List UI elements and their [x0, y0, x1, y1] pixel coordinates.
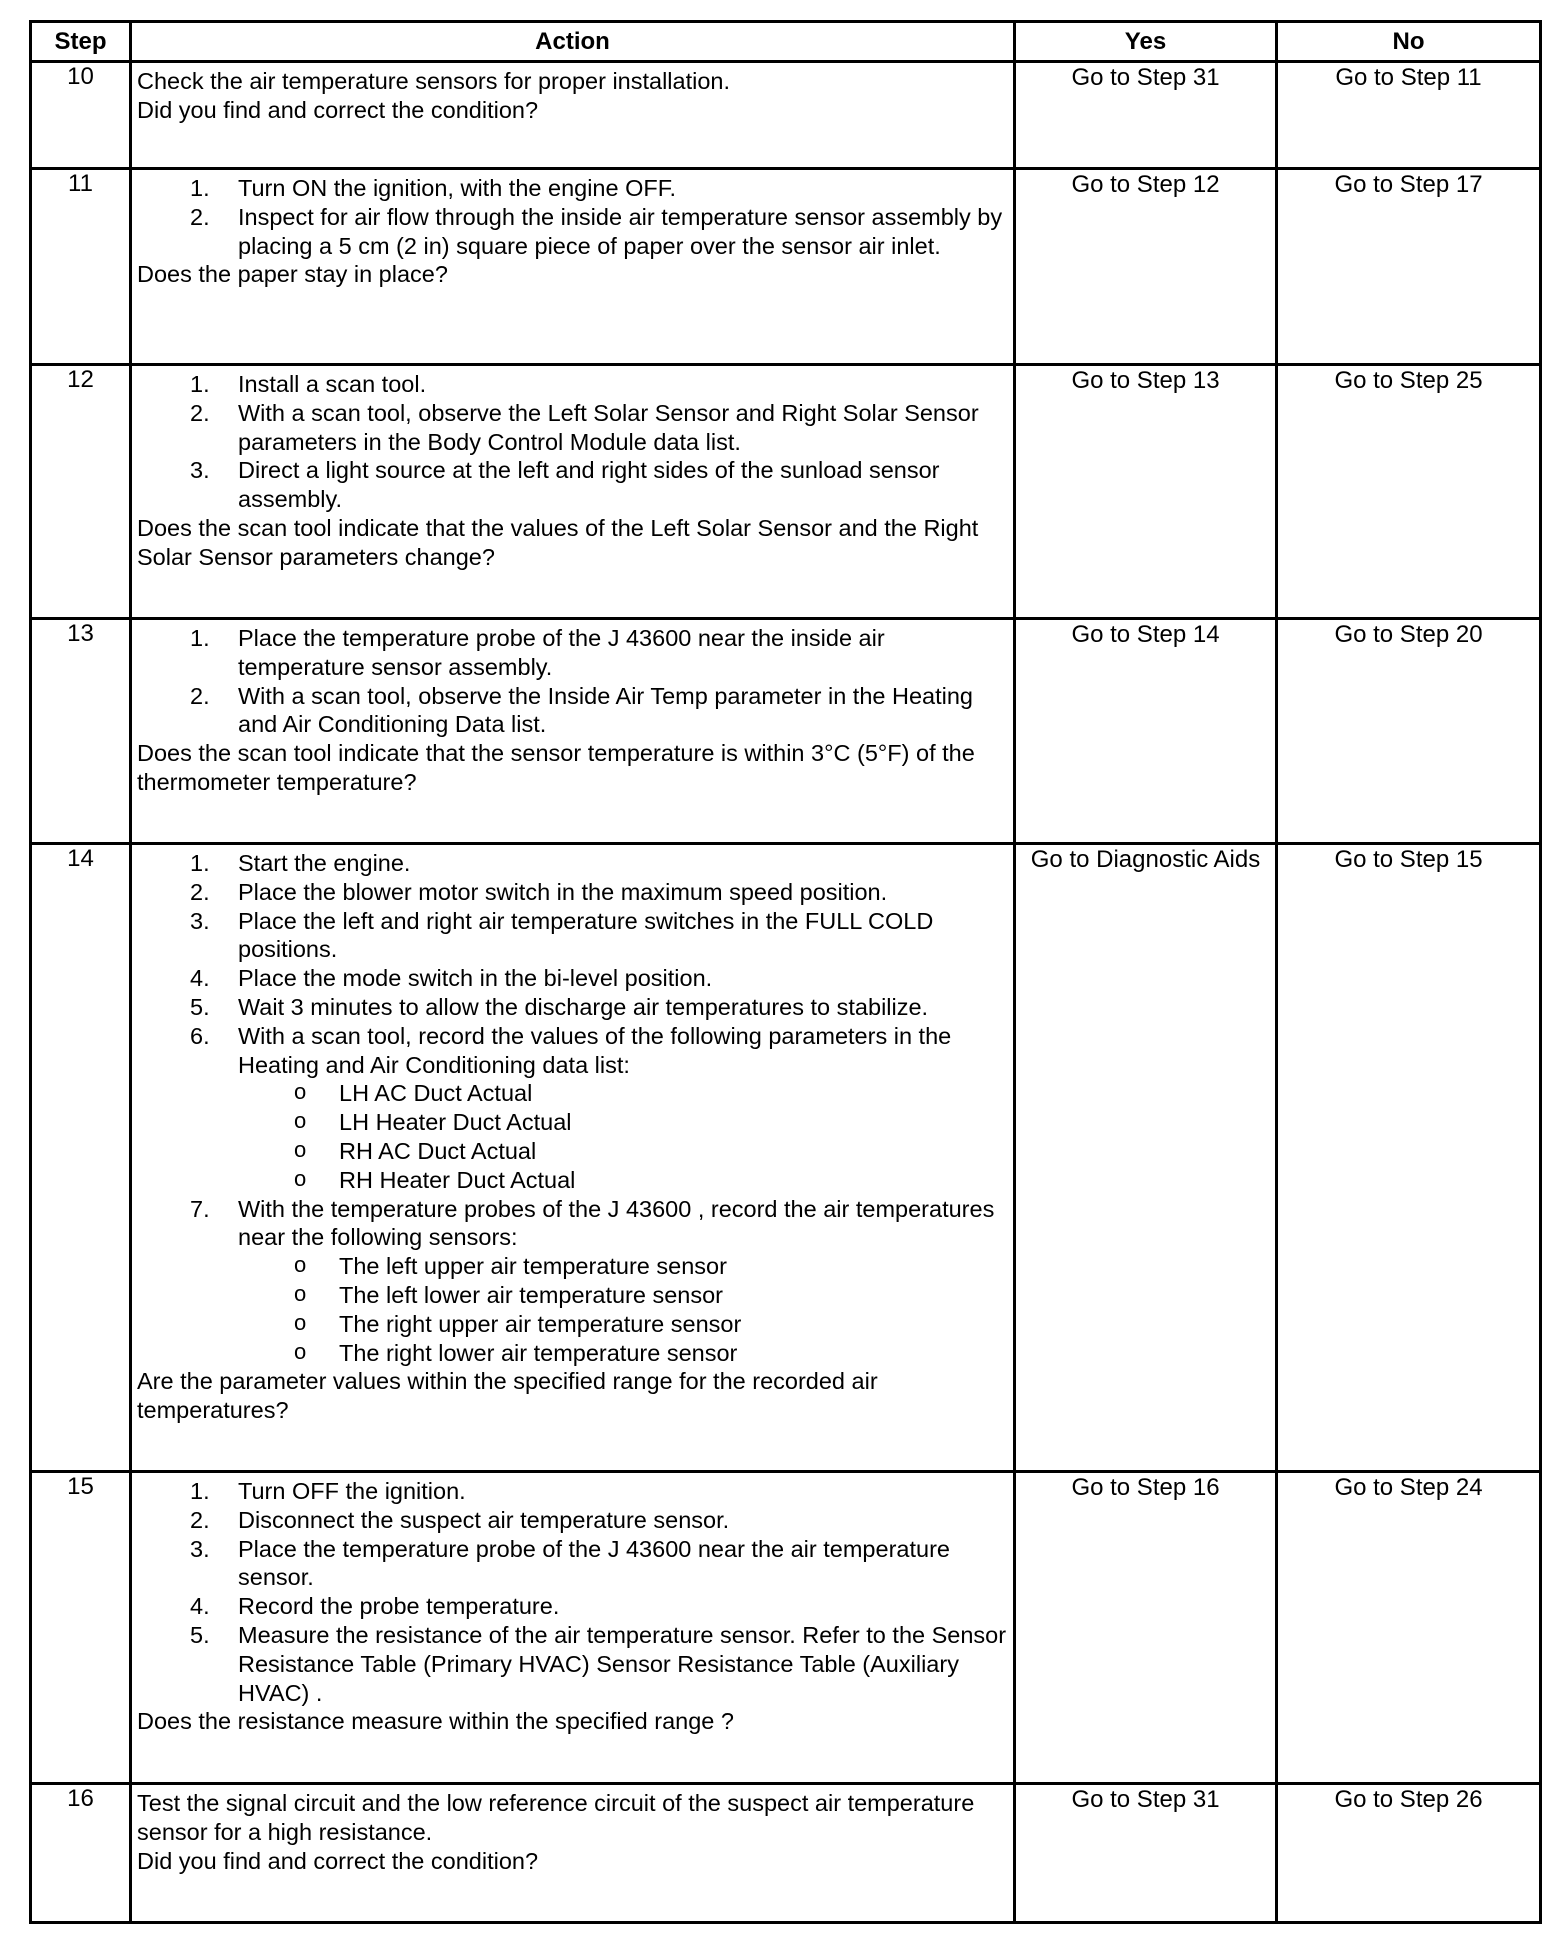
- list-number: 1.: [190, 175, 210, 201]
- sub-item-text: The right lower air temperature sensor: [339, 1339, 738, 1366]
- list-item-text: Start the engine.: [238, 850, 411, 876]
- list-number: 2.: [190, 399, 210, 426]
- list-number: 1.: [190, 625, 210, 651]
- yes-link[interactable]: Go to Step 31: [1015, 62, 1277, 169]
- list-number: 2.: [190, 203, 210, 230]
- list-item: [137, 1477, 1007, 1506]
- bullet-icon: o: [294, 1338, 307, 1364]
- list-item: [137, 1592, 1007, 1621]
- list-number: 2.: [190, 1506, 210, 1533]
- list-number: 2.: [190, 878, 210, 905]
- list-item-text: Inspect for air flow through the inside air temperature sensor assembly by placing a 5 cm (2 in) square piece of paper over the sensor air inlet.: [238, 203, 1003, 259]
- table-row: [31, 844, 1541, 1472]
- question-text: Are the parameter values within the specified range for the recorded air temperatures?: [137, 1368, 878, 1424]
- question-text: Did you find and correct the condition?: [137, 1847, 539, 1874]
- list-item: [137, 456, 1007, 514]
- bullet-icon: o: [294, 1309, 307, 1335]
- action-cell: [131, 1784, 1015, 1923]
- yes-link[interactable]: Go to Step 16: [1015, 1472, 1277, 1784]
- list-number: 2.: [190, 682, 210, 709]
- list-number: 7.: [190, 1195, 210, 1222]
- list-item: [137, 878, 1007, 907]
- list-item: [137, 624, 1007, 682]
- yes-link[interactable]: Go to Step 12: [1015, 169, 1277, 365]
- list-item: [137, 1621, 1007, 1707]
- sub-list-item: [137, 1339, 1007, 1368]
- action-cell: [131, 844, 1015, 1472]
- list-item: [137, 964, 1007, 993]
- list-item: [137, 1535, 1007, 1593]
- sub-list: [238, 1252, 1007, 1367]
- question-text: Does the paper stay in place?: [137, 261, 448, 288]
- list-item: [137, 370, 1007, 399]
- list-item-text: Record the probe temperature.: [238, 1593, 560, 1620]
- action-cell: [131, 365, 1015, 619]
- sub-list-item: [137, 1252, 1007, 1281]
- sub-item-text: RH AC Duct Actual: [339, 1137, 537, 1164]
- no-link[interactable]: Go to Step 20: [1277, 619, 1541, 844]
- sub-item-text: LH Heater Duct Actual: [339, 1109, 572, 1136]
- sub-list-item: [137, 1079, 1007, 1108]
- list-item-text: Turn ON the ignition, with the engine OFF.: [238, 175, 677, 201]
- list-item-text: Turn OFF the ignition.: [238, 1478, 466, 1504]
- sub-item-text: The right upper air temperature sensor: [339, 1310, 742, 1337]
- sub-item-text: RH Heater Duct Actual: [339, 1166, 576, 1193]
- question-text: Does the scan tool indicate that the values of the Left Solar Sensor and the Right Solar Sensor parameters change?: [137, 514, 979, 570]
- step-number: 15: [31, 1472, 131, 1784]
- list-item: [137, 849, 1007, 878]
- list-item: [137, 174, 1007, 203]
- no-link[interactable]: Go to Step 17: [1277, 169, 1541, 365]
- step-number: 16: [31, 1784, 131, 1923]
- step-number: 13: [31, 619, 131, 844]
- list-item: [137, 1022, 1007, 1195]
- list-item-text: With a scan tool, observe the Inside Air Temp parameter in the Heating and Air Conditioning Data list.: [238, 682, 973, 738]
- list-number: 1.: [190, 850, 210, 876]
- bullet-icon: o: [294, 1280, 307, 1306]
- question-text: Does the resistance measure within the specified range ?: [137, 1708, 734, 1735]
- list-item-text: With the temperature probes of the J 43600 , record the air temperatures near the following sensors:: [238, 1195, 995, 1251]
- diagnostic-table: [29, 20, 1542, 1924]
- sub-list: [238, 1079, 1007, 1194]
- list-item-text: Place the temperature probe of the J 43600 near the inside air temperature sensor assembly.: [238, 625, 885, 680]
- action-cell: [131, 62, 1015, 169]
- list-number: 3.: [190, 1535, 210, 1562]
- list-number: 1.: [190, 1478, 210, 1504]
- list-item: [137, 399, 1007, 457]
- procedure-list: [137, 849, 1007, 1367]
- bullet-icon: o: [294, 1136, 307, 1162]
- table-row: [31, 169, 1541, 365]
- list-number: 6.: [190, 1022, 210, 1049]
- no-link[interactable]: Go to Step 25: [1277, 365, 1541, 619]
- list-item-text: Measure the resistance of the air temperature sensor. Refer to the Sensor Resistance Table (Primary HVAC) Sensor Resistance Table (Auxiliary HVAC) .: [238, 1621, 1007, 1706]
- list-number: 1.: [190, 371, 210, 397]
- yes-link[interactable]: Go to Diagnostic Aids: [1015, 844, 1277, 1472]
- table-row: [31, 1472, 1541, 1784]
- yes-link[interactable]: Go to Step 13: [1015, 365, 1277, 619]
- step-number: 12: [31, 365, 131, 619]
- list-item: [137, 682, 1007, 740]
- header-yes: Yes: [1015, 22, 1277, 62]
- bullet-icon: o: [294, 1252, 307, 1278]
- no-link[interactable]: Go to Step 26: [1277, 1784, 1541, 1923]
- action-cell: [131, 169, 1015, 365]
- header-step: Step: [31, 22, 131, 62]
- list-item: [137, 1195, 1007, 1368]
- table-row: [31, 619, 1541, 844]
- action-cell: [131, 619, 1015, 844]
- bullet-icon: o: [294, 1079, 307, 1105]
- sub-item-text: The left lower air temperature sensor: [339, 1281, 723, 1308]
- list-number: 3.: [190, 457, 210, 484]
- bullet-icon: o: [294, 1108, 307, 1134]
- step-number: 11: [31, 169, 131, 365]
- list-item-text: Place the mode switch in the bi-level position.: [238, 965, 713, 992]
- sub-item-text: The left upper air temperature sensor: [339, 1253, 727, 1280]
- list-item: [137, 907, 1007, 965]
- sub-list-item: [137, 1137, 1007, 1166]
- bullet-icon: o: [294, 1165, 307, 1191]
- list-number: 4.: [190, 965, 210, 992]
- step-number: 10: [31, 62, 131, 169]
- list-item-text: Direct a light source at the left and right sides of the sunload sensor assembly.: [238, 457, 940, 513]
- sub-list-item: [137, 1310, 1007, 1339]
- procedure-list: [137, 1477, 1007, 1707]
- step-number: 14: [31, 844, 131, 1472]
- action-text: Check the air temperature sensors for proper installation.: [137, 68, 731, 94]
- list-number: 5.: [190, 1621, 210, 1648]
- sub-list-item: [137, 1108, 1007, 1137]
- sub-list-item: [137, 1281, 1007, 1310]
- list-number: 5.: [190, 993, 210, 1020]
- procedure-list: [137, 174, 1007, 260]
- table-row: [31, 62, 1541, 169]
- action-cell: [131, 1472, 1015, 1784]
- question-text: Does the scan tool indicate that the sensor temperature is within 3°C (5°F) of the thermometer temperature?: [137, 740, 975, 795]
- header-row: [31, 22, 1541, 62]
- action-text: Test the signal circuit and the low reference circuit of the suspect air temperature sensor for a high resistance.: [137, 1790, 975, 1845]
- list-item: [137, 1506, 1007, 1535]
- list-item-text: With a scan tool, record the values of the following parameters in the Heating and Air Conditioning data list:: [238, 1022, 952, 1078]
- header-action: Action: [131, 22, 1015, 62]
- list-item-text: Install a scan tool.: [238, 371, 427, 397]
- yes-link[interactable]: Go to Step 14: [1015, 619, 1277, 844]
- no-link[interactable]: Go to Step 11: [1277, 62, 1541, 169]
- list-number: 3.: [190, 907, 210, 934]
- list-item: [137, 203, 1007, 261]
- no-link[interactable]: Go to Step 15: [1277, 844, 1541, 1472]
- list-item-text: Place the left and right air temperature switches in the FULL COLD positions.: [238, 907, 934, 963]
- table-row: [31, 1784, 1541, 1923]
- no-link[interactable]: Go to Step 24: [1277, 1472, 1541, 1784]
- list-item-text: Place the temperature probe of the J 43600 near the air temperature sensor.: [238, 1535, 950, 1591]
- table-row: [31, 365, 1541, 619]
- list-item: [137, 993, 1007, 1022]
- sub-item-text: LH AC Duct Actual: [339, 1080, 533, 1107]
- list-item-text: Place the blower motor switch in the maximum speed position.: [238, 878, 888, 905]
- procedure-list: [137, 624, 1007, 739]
- question-text: Did you find and correct the condition?: [137, 96, 539, 123]
- header-no: No: [1277, 22, 1541, 62]
- procedure-list: [137, 370, 1007, 514]
- list-item-text: With a scan tool, observe the Left Solar Sensor and Right Solar Sensor parameters in the Body Control Module data list.: [238, 399, 979, 455]
- list-number: 4.: [190, 1593, 210, 1620]
- sub-list-item: [137, 1166, 1007, 1195]
- yes-link[interactable]: Go to Step 31: [1015, 1784, 1277, 1923]
- list-item-text: Wait 3 minutes to allow the discharge air temperatures to stabilize.: [238, 993, 929, 1020]
- list-item-text: Disconnect the suspect air temperature sensor.: [238, 1506, 730, 1533]
